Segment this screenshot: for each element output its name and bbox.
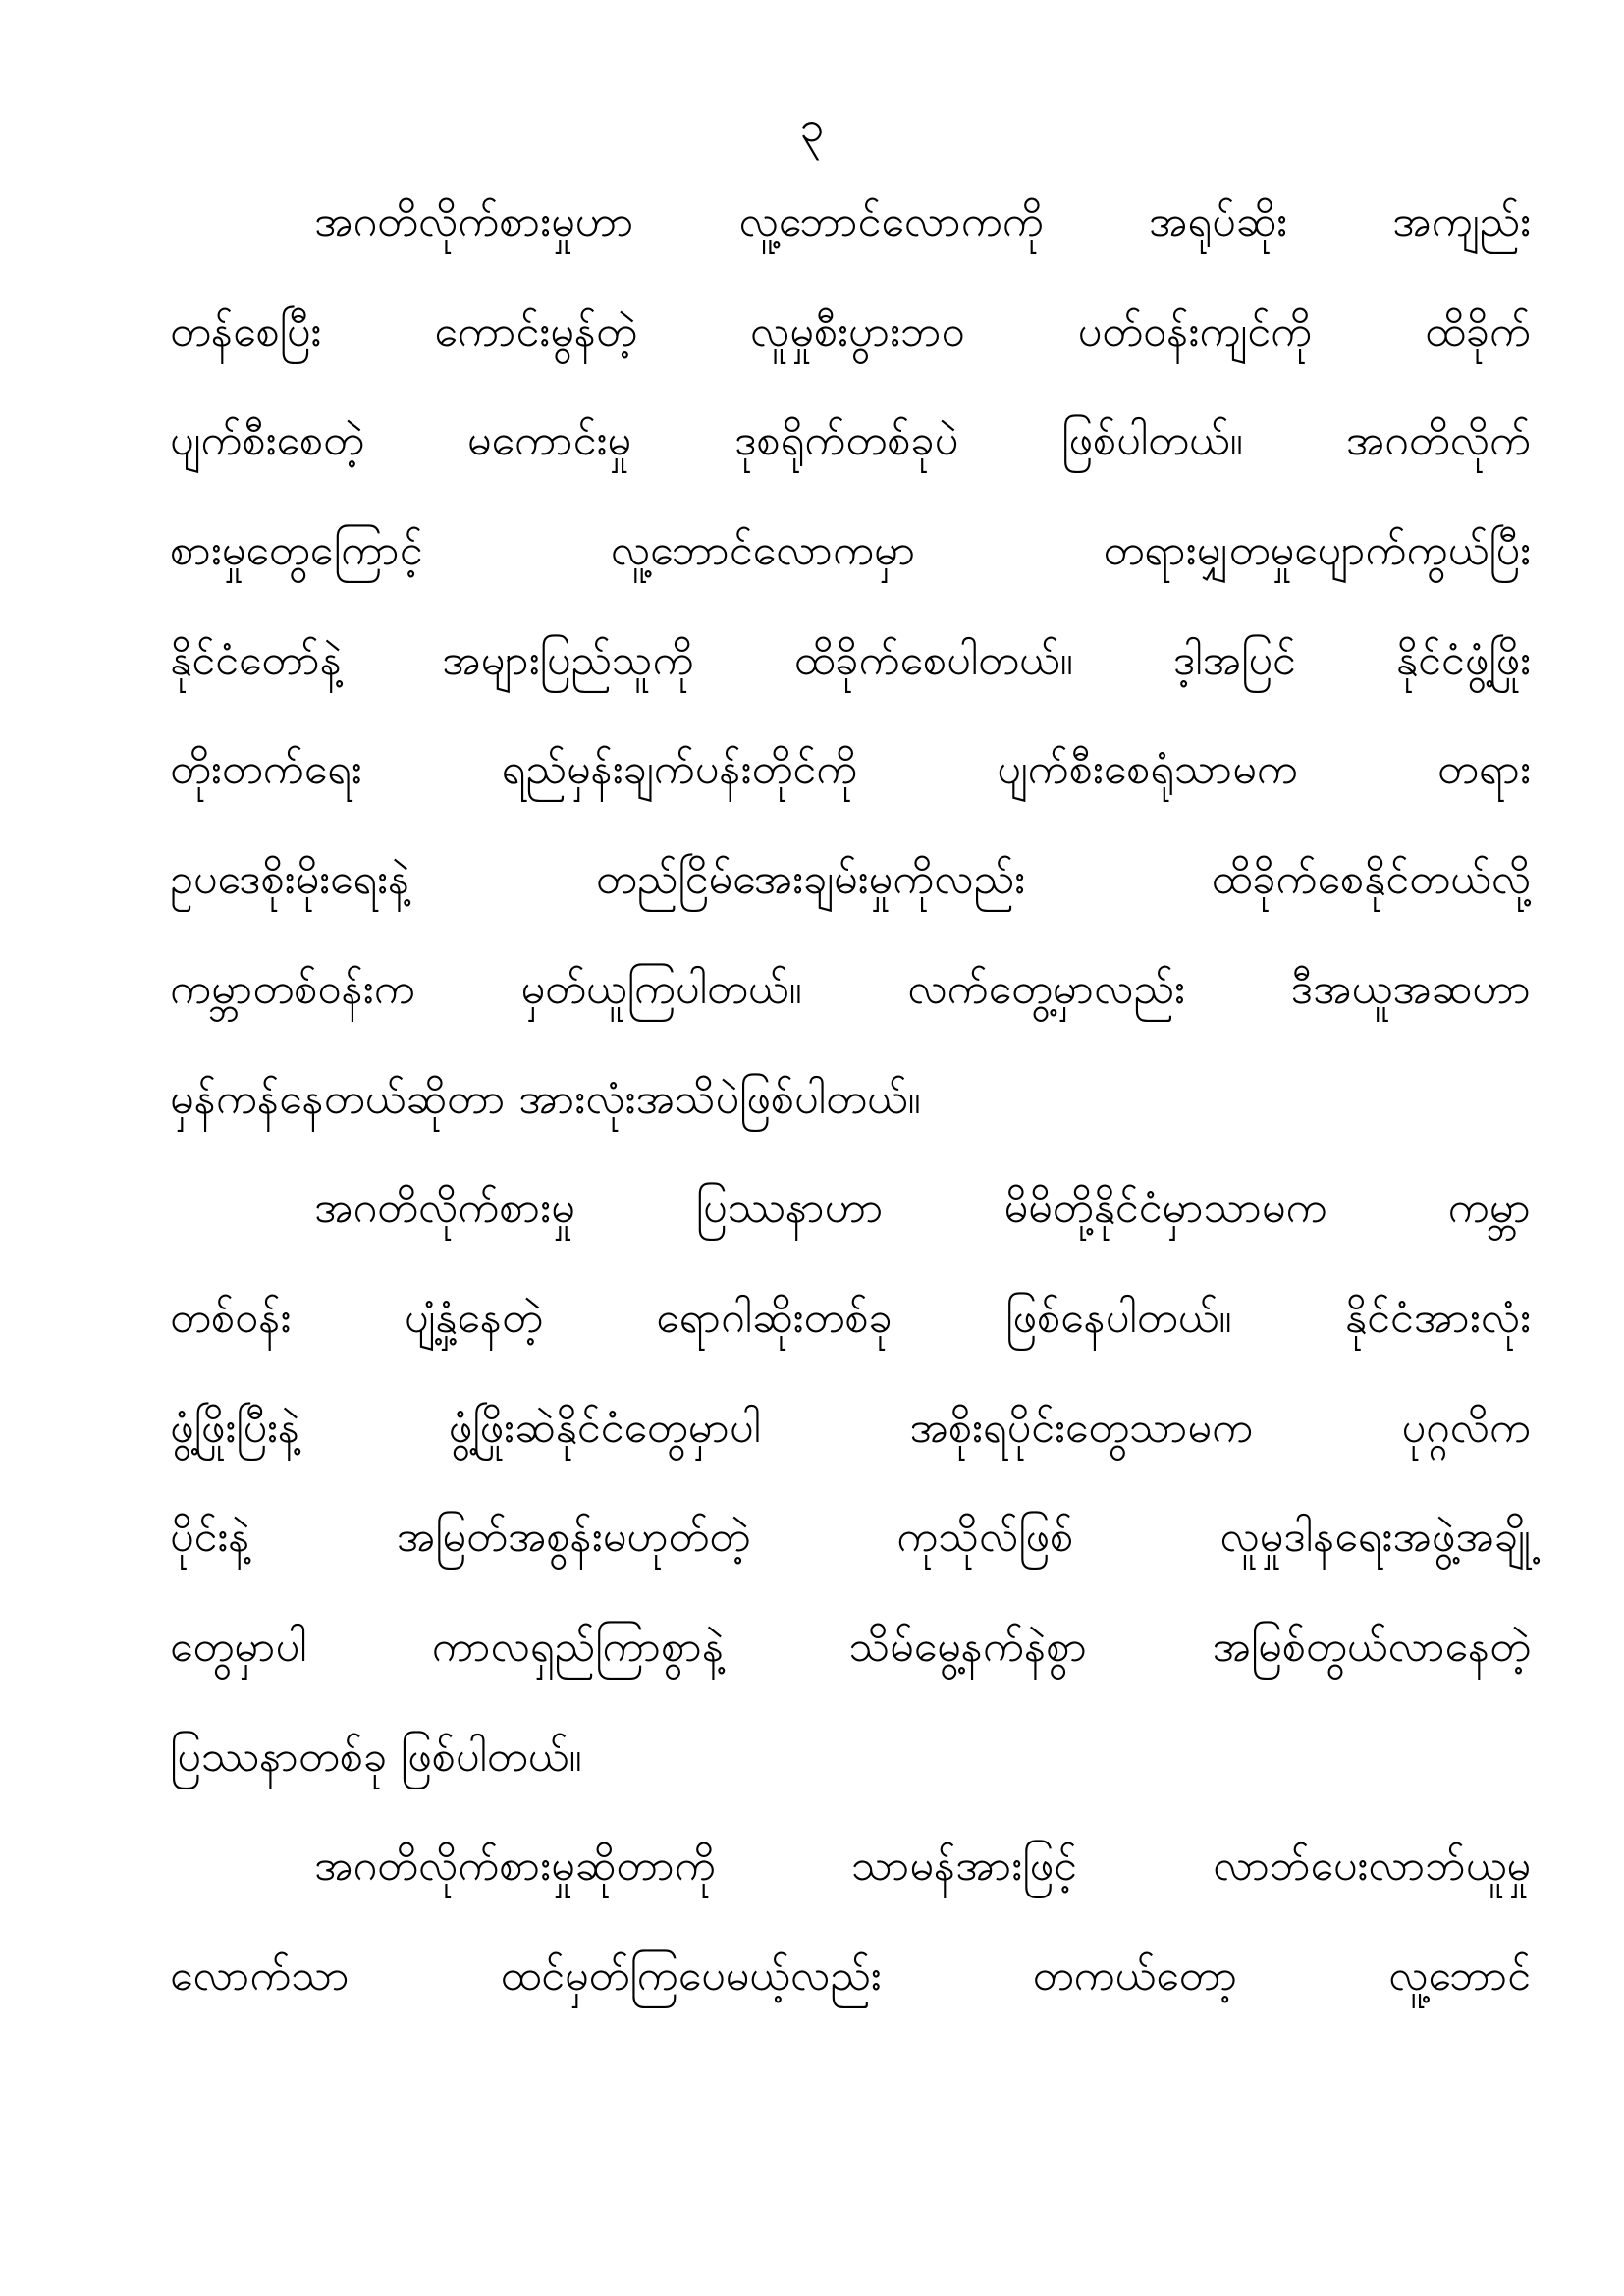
paragraph-line: တိုးတက်ရေး ရည်မှန်းချက်ပန်းတိုင်ကို ပျက်စီးစေရုံသာမက တရား — [170, 745, 1531, 794]
paragraph-line: မှန်ကန်နေတယ်ဆိုတာ အားလုံးအသိပဲဖြစ်ပါတယ်။ — [170, 1075, 921, 1124]
page-number: ၃ — [799, 102, 825, 152]
paragraph-line: လောက်သာ ထင်မှတ်ကြပေမယ့်လည်း တကယ်တော့ လူ့ဘောင် — [170, 1951, 1531, 2001]
paragraph-line: တွေမှာပါ ကာလရှည်ကြာစွာနဲ့ သိမ်မွေ့နက်နဲစွာ အမြစ်တွယ်လာနေတဲ့ — [170, 1623, 1531, 1672]
paragraph-line: တန်စေပြီး ကောင်းမွန်တဲ့ လူမှုစီးပွားဘဝ ပတ်ဝန်းကျင်ကို ထိခိုက် — [170, 307, 1531, 356]
paragraph-line: အဂတိလိုက်စားမှု ပြဿနာဟာ မိမိတို့နိုင်ငံမှာသာမက ကမ္ဘာ — [314, 1184, 1531, 1233]
paragraph-line: ပိုင်းနဲ့ အမြတ်အစွန်းမဟုတ်တဲ့ ကုသိုလ်ဖြစ် လူမှုဒါနရေးအဖွဲ့အချို့ — [170, 1513, 1531, 1562]
paragraph-line: အဂတိလိုက်စားမှုဆိုတာကို သာမန်အားဖြင့် လာဘ်ပေးလာဘ်ယူမှု — [314, 1842, 1531, 1891]
paragraph-line: ဖွံ့ဖြိုးပြီးနဲ့ ဖွံ့ဖြိုးဆဲနိုင်ငံတွေမှာပါ အစိုးရပိုင်းတွေသာမက ပုဂ္ဂလိက — [170, 1404, 1531, 1453]
paragraph-line: ပြဿနာတစ်ခု ဖြစ်ပါတယ်။ — [170, 1733, 582, 1782]
paragraph-line: နိုင်ငံတော်နဲ့ အများပြည်သူကို ထိခိုက်စေပါတယ်။ ဒ့ါအပြင် နိုင်ငံဖွံ့ဖြိုး — [170, 636, 1531, 685]
paragraph-line: ပျက်စီးစေတဲ့ မကောင်းမှု ဒုစရိုက်တစ်ခုပဲ ဖြစ်ပါတယ်။ အဂတိလိုက် — [170, 416, 1531, 465]
paragraph-line: စားမှုတွေကြောင့် လူ့ဘောင်လောကမှာ တရားမျှတမှုပျောက်ကွယ်ပြီး — [170, 526, 1531, 575]
paragraph-line: တစ်ဝန်း ပျံ့နှံ့နေတဲ့ ရောဂါဆိုးတစ်ခု ဖြစ်နေပါတယ်။ နိုင်ငံအားလုံး — [170, 1294, 1531, 1343]
paragraph-line: ကမ္ဘာတစ်ဝန်းက မှတ်ယူကြပါတယ်။ လက်တွေ့မှာလည်း ဒီအယူအဆဟာ — [170, 965, 1531, 1014]
paragraph-line: အဂတိလိုက်စားမှုဟာ လူ့ဘောင်လောကကို အရုပ်ဆိုး အကျည်း — [314, 197, 1531, 246]
paragraph-line: ဥပဒေစိုးမိုးရေးနဲ့ တည်ငြိမ်အေးချမ်းမှုကိုလည်း ထိခိုက်စေနိုင်တယ်လို့ — [170, 855, 1531, 904]
